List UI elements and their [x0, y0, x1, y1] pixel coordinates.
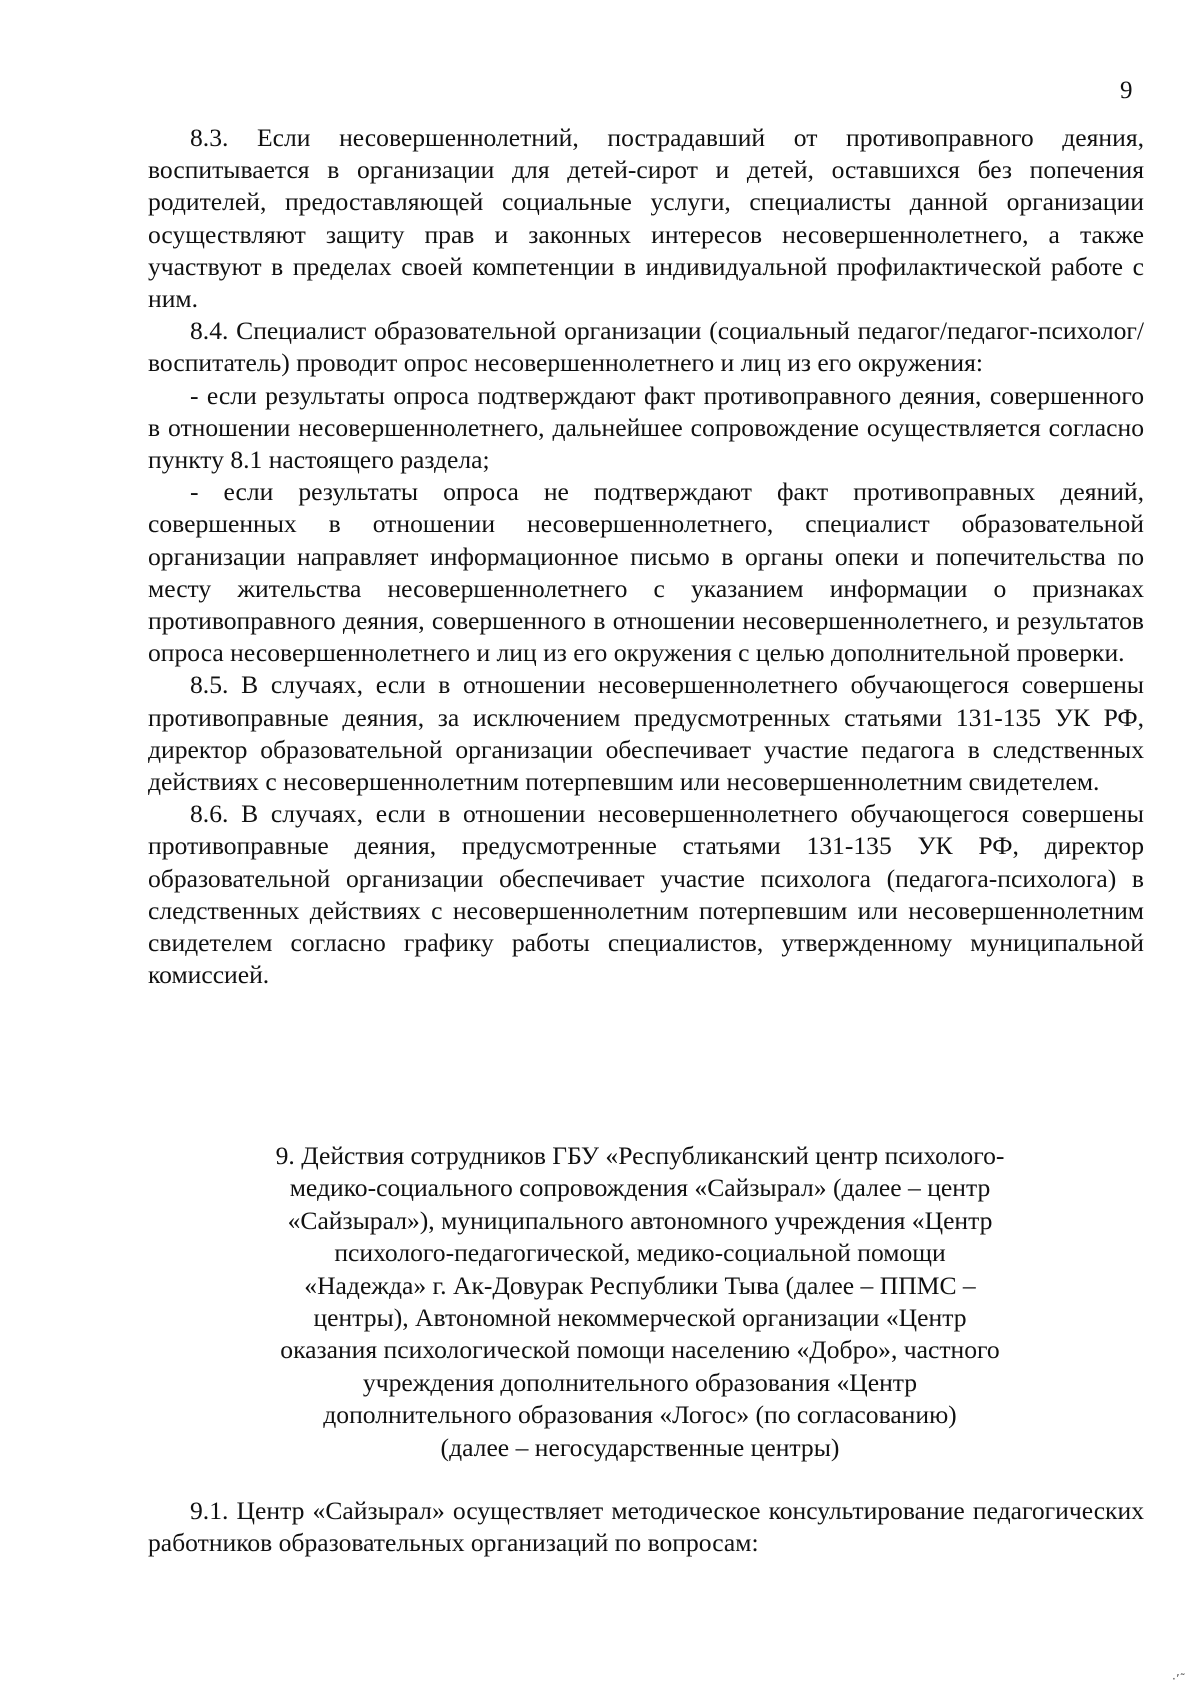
heading-line: учреждения дополнительного образования «Центр: [362, 1367, 918, 1397]
paragraph-8-3: 8.3. Если несовершеннолетний, пострадавший от противоправного деяния, воспитывается в организации для детей-сирот и детей, оставшихся без попечения родителей, предоставляющей социальные услуги, специалисты данной организации осуществляют защиту прав и законных интересов несовершеннолетнего, а также участвуют в пределах своей компетенции в индивидуальной профилактической работе с ним.: [148, 123, 1144, 314]
heading-line: оказания психологической помощи населению «Добро», частного: [280, 1335, 1000, 1365]
scan-artifact: ·’˜: [1172, 1672, 1186, 1686]
heading-line: (далее – негосударственные центры): [440, 1432, 840, 1462]
paragraph-8-4-bullet-2: - если результаты опроса не подтверждают факт противоправных деяний, совершенных в отношении несовершеннолетнего, специалист образовательной организации направляет информационное письмо в органы опеки и попечительства по месту жительства несовершеннолетнего с указанием информации о признаках противоправного деяния, совершенного в отношении несовершеннолетнего, и результатов опроса несовершеннолетнего и лиц из его окружения с целью дополнительной проверки.: [148, 477, 1144, 668]
paragraph-8-6: 8.6. В случаях, если в отношении несовершеннолетнего обучающегося совершены противоправные деяния, предусмотренные статьями 131-135 УК РФ, директор образовательной организации обеспечивает участие психолога (педагога-психолога) в следственных действиях с несовершеннолетним потерпевшим или несовершеннолетним свидетелем согласно графику работы специалистов, утвержденному муниципальной комиссией.: [148, 799, 1144, 990]
section-9-body: [148, 1495, 1144, 1559]
body-text: [148, 122, 1144, 991]
paragraph-8-4-bullet-1: - если результаты опроса подтверждают факт противоправного деяния, совершенного в отношении несовершеннолетнего, дальнейшее сопровождение осуществляется согласно пункту 8.1 настоящего раздела;: [148, 380, 1144, 475]
heading-line: психолого-педагогической, медико-социальной помощи: [334, 1238, 946, 1268]
paragraph-8-5: 8.5. В случаях, если в отношении несовершеннолетнего обучающегося совершены противоправные деяния, за исключением предусмотренных статьями 131-135 УК РФ, директор образовательной организации обеспечивает участие педагога в следственных действиях с несовершеннолетним потерпевшим или несовершеннолетним свидетелем.: [148, 670, 1144, 797]
heading-line: дополнительного образования «Логос» (по согласованию): [323, 1400, 957, 1430]
heading-line: центры), Автономной некоммерческой организации «Центр: [313, 1303, 967, 1333]
page-number: 9: [1120, 77, 1133, 104]
section-9-heading: [205, 1140, 1075, 1464]
heading-line: «Надежда» г. Ак-Довурак Республики Тыва (далее – ППМС –: [304, 1270, 976, 1300]
paragraph-8-4: 8.4. Специалист образовательной организации (социальный педагог/педагог-психолог/воспитатель) проводит опрос несовершеннолетнего и лиц из его окружения:: [148, 316, 1144, 378]
heading-line: «Сайзырал»), муниципального автономного учреждения «Центр: [287, 1205, 993, 1235]
heading-line: 9. Действия сотрудников ГБУ «Республиканский центр психолого-: [275, 1141, 1005, 1170]
heading-line: медико-социального сопровождения «Сайзырал» (далее – центр: [289, 1173, 991, 1203]
paragraph-9-1: 9.1. Центр «Сайзырал» осуществляет методическое консультирование педагогических работников образовательных организаций по вопросам:: [148, 1496, 1144, 1558]
